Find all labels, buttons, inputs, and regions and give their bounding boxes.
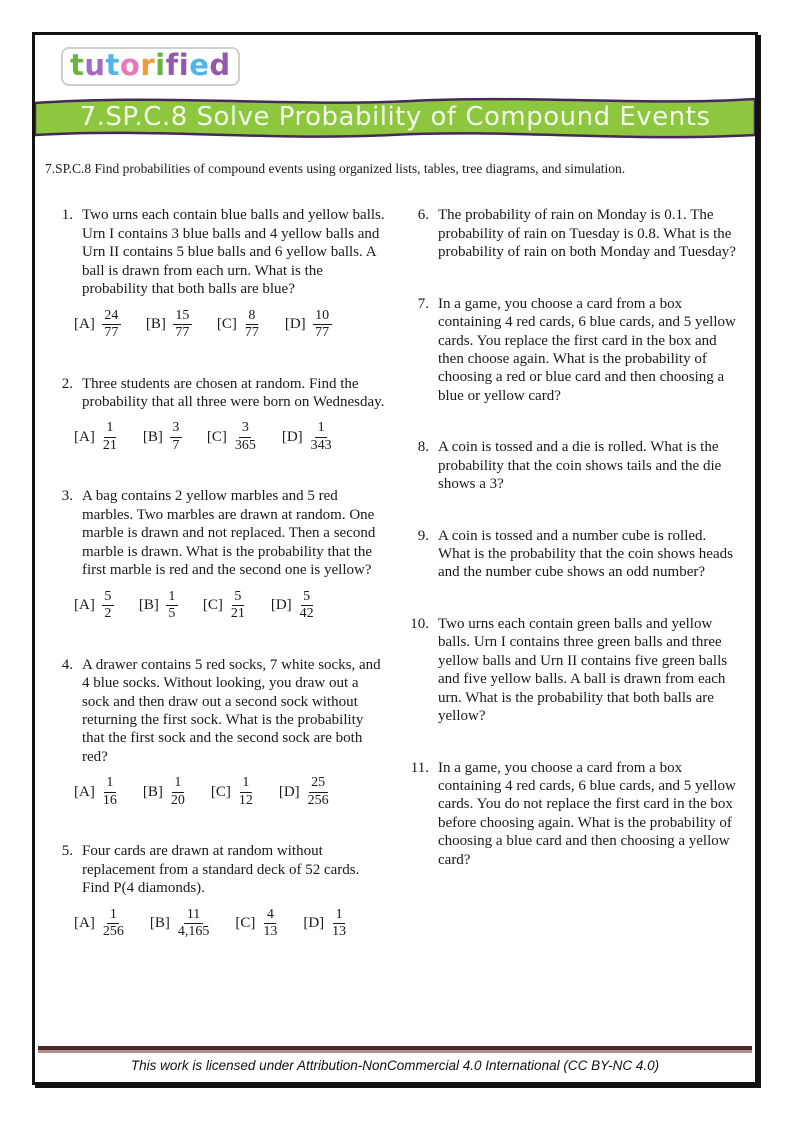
question-number: 8. <box>417 439 429 456</box>
choice-label: [B] <box>138 597 159 614</box>
choice-label: [A] <box>74 783 95 800</box>
choice-fraction <box>177 907 211 941</box>
question-block <box>407 759 741 870</box>
question-block <box>51 487 385 622</box>
fraction-numerator: 5 <box>301 589 313 607</box>
fraction-denominator: 13 <box>263 924 278 940</box>
choice-fraction <box>313 308 332 342</box>
question <box>407 527 741 582</box>
choice-fraction <box>234 420 257 454</box>
choice-fraction <box>310 420 333 454</box>
question <box>407 615 741 726</box>
choice-label: [A] <box>74 428 95 445</box>
question <box>407 759 741 870</box>
choice-label: [C] <box>210 783 231 800</box>
choice-fraction <box>173 308 192 342</box>
answer-choice <box>143 420 182 454</box>
logo-letter: u <box>84 48 106 82</box>
choice-fraction <box>262 907 278 941</box>
choice-label: [D] <box>270 597 292 614</box>
choice-label: [B] <box>145 316 166 333</box>
fraction-numerator: 1 <box>240 775 252 793</box>
logo-row <box>61 47 755 86</box>
answer-choice <box>211 775 254 809</box>
question-block <box>407 438 741 493</box>
fraction-numerator: 5 <box>232 589 244 607</box>
question-text: Two urns each contain green balls and yellow balls. Urn I contains three green balls and three yellow balls and Urn II contains five green balls and five yellow balls. A ball is drawn from each urn. What is the probability that both balls are yellow? <box>438 615 728 725</box>
answer-choice <box>146 308 192 342</box>
choice-fraction <box>102 589 114 623</box>
answer-choice <box>285 308 332 342</box>
fraction-denominator: 16 <box>102 792 117 808</box>
fraction-numerator: 1 <box>166 589 178 607</box>
logo-letter: t <box>105 48 120 82</box>
fraction-numerator: 5 <box>102 589 114 607</box>
fraction-numerator: 8 <box>246 308 258 326</box>
choice-label: [D] <box>281 428 303 445</box>
fraction-numerator: 3 <box>170 420 182 438</box>
fraction-denominator: 2 <box>104 606 112 622</box>
question <box>407 206 741 261</box>
fraction-numerator: 1 <box>104 420 116 438</box>
choice-label: [A] <box>74 316 95 333</box>
answer-choices <box>74 420 385 454</box>
answer-choice <box>203 589 246 623</box>
logo-letter: o <box>119 48 141 82</box>
choice-label: [B] <box>142 783 163 800</box>
question <box>51 842 385 897</box>
fraction-numerator: 3 <box>239 420 251 438</box>
choice-label: [D] <box>284 316 306 333</box>
fraction-denominator: 77 <box>315 325 330 341</box>
fraction-numerator: 25 <box>309 775 328 793</box>
page-title: 7.SP.C.8 Solve Probability of Compound Events <box>79 102 711 133</box>
answer-choice <box>74 420 118 454</box>
question-text: A bag contains 2 yellow marbles and 5 red marbles. Two marbles are drawn at random. One marble is drawn and not replaced. Then a second marble is drawn. What is the probability that the first marble is red and the second one is yellow? <box>82 488 376 579</box>
fraction-denominator: 343 <box>310 437 332 453</box>
choice-fraction <box>230 589 246 623</box>
page-footer <box>35 1046 755 1082</box>
standard-description: 7.SP.C.8 Find probabilities of compound events using organized lists, tables, tree diagrams, and simulation. <box>45 161 626 177</box>
logo-letter: r <box>140 48 156 82</box>
choice-fraction <box>170 420 182 454</box>
choice-fraction <box>102 308 121 342</box>
question-text: The probability of rain on Monday is 0.1. The probability of rain on Tuesday is 0.8. What is the probability of rain on both Monday and Tuesday? <box>438 207 736 261</box>
fraction-denominator: 12 <box>238 792 253 808</box>
fraction-numerator: 11 <box>184 907 202 925</box>
fraction-denominator: 7 <box>172 437 180 453</box>
logo-letter: t <box>70 48 85 82</box>
answer-choice <box>271 589 315 623</box>
answer-choice <box>150 907 211 941</box>
fraction-denominator: 77 <box>244 325 259 341</box>
question-number: 6. <box>417 207 429 224</box>
question-block <box>407 527 741 582</box>
question-block <box>51 206 385 341</box>
fraction-numerator: 4 <box>264 907 276 925</box>
choice-label: [C] <box>216 316 237 333</box>
choice-label: [B] <box>149 915 170 932</box>
question <box>407 295 741 406</box>
choice-label: [C] <box>202 597 223 614</box>
question <box>407 438 741 493</box>
answer-choice <box>74 589 114 623</box>
question-number: 9. <box>417 527 429 544</box>
answer-choices <box>74 589 385 623</box>
questions-column-left <box>51 206 385 973</box>
question <box>51 487 385 579</box>
answer-choice <box>235 907 278 941</box>
answer-choice <box>74 775 118 809</box>
fraction-denominator: 13 <box>332 924 347 940</box>
answer-choice <box>217 308 260 342</box>
answer-choice <box>139 589 178 623</box>
choice-fraction <box>299 589 315 623</box>
question-text: A coin is tossed and a die is rolled. What is the probability that the coin shows tails and the die shows a 3? <box>438 439 722 493</box>
fraction-numerator: 1 <box>315 420 327 438</box>
answer-choices <box>74 308 385 342</box>
fraction-denominator: 77 <box>104 325 119 341</box>
question-number: 5. <box>61 843 73 860</box>
logo-letter: i <box>178 48 190 82</box>
choice-fraction <box>170 775 186 809</box>
fraction-numerator: 1 <box>107 907 119 925</box>
question-number: 2. <box>61 375 73 392</box>
question-text: A drawer contains 5 red socks, 7 white socks, and 4 blue socks. Without looking, you draw out a sock and then draw out a second sock without returning the first sock. What is the probability that the first sock and the second sock are both red? <box>82 656 381 765</box>
fraction-denominator: 256 <box>102 924 124 940</box>
question <box>51 656 385 767</box>
question-number: 10. <box>410 615 429 632</box>
choice-fraction <box>244 308 260 342</box>
logo-letter: e <box>189 48 210 82</box>
logo-letter: d <box>209 48 231 82</box>
answer-choice <box>74 907 125 941</box>
choice-label: [D] <box>278 783 300 800</box>
fraction-denominator: 365 <box>234 437 256 453</box>
question-block <box>407 615 741 726</box>
fraction-numerator: 24 <box>102 308 121 326</box>
logo-letter: f <box>165 48 179 82</box>
choice-fraction <box>102 420 118 454</box>
question <box>51 375 385 412</box>
answer-choices <box>74 775 385 809</box>
choice-label: [D] <box>303 915 325 932</box>
logo <box>61 47 240 86</box>
fraction-denominator: 256 <box>307 792 329 808</box>
answer-choice <box>282 420 333 454</box>
question-text: In a game, you choose a card from a box containing 4 red cards, 6 blue cards, and 5 yellow cards. You replace the first card in the box and then choose again. What is the probability of choosing a red or blue card and then choosing a blue or yellow card? <box>438 295 736 404</box>
choice-fraction <box>166 589 178 623</box>
question-number: 1. <box>61 207 73 224</box>
fraction-denominator: 20 <box>170 792 185 808</box>
question-block <box>51 842 385 940</box>
answer-choices <box>74 907 385 941</box>
choice-fraction <box>238 775 254 809</box>
footer-divider-bar <box>38 1046 752 1053</box>
choice-fraction <box>307 775 330 809</box>
question-text: Four cards are drawn at random without replacement from a standard deck of 52 cards. Find P(4 diamonds). <box>82 843 360 897</box>
questions-area <box>51 206 741 973</box>
fraction-denominator: 21 <box>230 606 245 622</box>
question <box>51 206 385 298</box>
logo-text <box>70 48 231 82</box>
fraction-denominator: 5 <box>168 606 176 622</box>
answer-choice <box>207 420 257 454</box>
choice-fraction <box>102 775 118 809</box>
question-text: In a game, you choose a card from a box containing 4 red cards, 6 blue cards, and 5 yellow cards. You do not replace the first card in the box before choosing again. What is the probability of choosing a blue card and then choosing a yellow card? <box>438 759 736 868</box>
question-block <box>51 375 385 455</box>
question-block <box>51 656 385 810</box>
choice-label: [C] <box>206 428 227 445</box>
answer-choice <box>279 775 330 809</box>
choice-label: [A] <box>74 915 95 932</box>
question-text: A coin is tossed and a number cube is rolled. What is the probability that the coin shows heads and the number cube shows an odd number? <box>438 527 733 581</box>
question-number: 11. <box>410 759 429 776</box>
choice-label: [C] <box>235 915 256 932</box>
fraction-numerator: 15 <box>173 308 192 326</box>
choice-label: [B] <box>142 428 163 445</box>
question-number: 7. <box>417 295 429 312</box>
title-banner <box>35 91 755 144</box>
question-block <box>407 206 741 261</box>
question-text: Three students are chosen at random. Find the probability that all three were born on Wednesday. <box>82 375 385 410</box>
fraction-denominator: 4,165 <box>177 924 210 940</box>
answer-choice <box>143 775 186 809</box>
fraction-numerator: 1 <box>172 775 184 793</box>
fraction-denominator: 21 <box>102 437 117 453</box>
question-block <box>407 295 741 406</box>
question-text: Two urns each contain blue balls and yellow balls. Urn I contains 3 blue balls and 4 yellow balls and Urn II contains 5 blue balls and 6 yellow balls. A ball is drawn from each urn. What is the probability that both balls are blue? <box>82 207 385 298</box>
question-number: 3. <box>61 488 73 505</box>
fraction-denominator: 42 <box>299 606 314 622</box>
questions-column-right <box>407 206 741 973</box>
answer-choice <box>74 308 121 342</box>
license-text: This work is licensed under Attribution-NonCommercial 4.0 International (CC BY-NC 4.0) <box>130 1058 660 1073</box>
fraction-numerator: 1 <box>104 775 116 793</box>
answer-choice <box>303 907 347 941</box>
question-number: 4. <box>61 656 73 673</box>
worksheet-page <box>32 32 758 1085</box>
fraction-numerator: 1 <box>333 907 345 925</box>
fraction-denominator: 77 <box>175 325 190 341</box>
choice-label: [A] <box>74 597 95 614</box>
logo-letter: i <box>155 48 166 82</box>
choice-fraction <box>102 907 125 941</box>
fraction-numerator: 10 <box>313 308 332 326</box>
choice-fraction <box>331 907 347 941</box>
